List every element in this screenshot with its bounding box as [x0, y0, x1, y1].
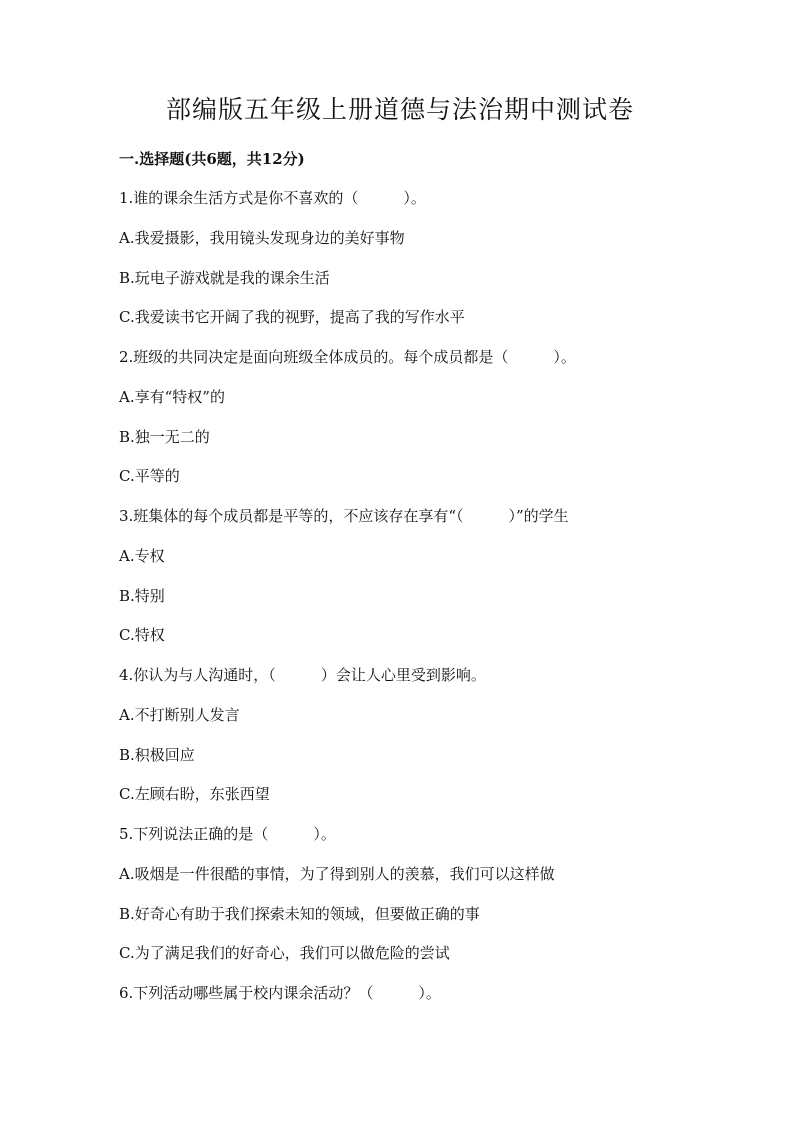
answer-option: B.积极回应 — [119, 745, 195, 764]
answer-option: B.好奇心有助于我们探索未知的领域，但要做正确的事 — [119, 904, 480, 923]
question-stem: 4.你认为与人沟通时，（ ）会让人心里受到影响。 — [119, 666, 486, 684]
answer-option: C.为了满足我们的好奇心，我们可以做危险的尝试 — [119, 944, 450, 963]
answer-option: A.我爱摄影，我用镜头发现身边的美好事物 — [119, 228, 405, 247]
question-stem: 3.班集体的每个成员都是平等的，不应该存在享有“（ ）”的学生 — [119, 507, 569, 525]
question-stem: 6.下列活动哪些属于校内课余活动？（ ）。 — [119, 984, 441, 1002]
answer-option: C.我爱读书它开阔了我的视野，提高了我的写作水平 — [119, 308, 465, 327]
answer-option: C.左顾右盼，东张西望 — [119, 785, 270, 804]
page-title: 部编版五年级上册道德与法治期中测试卷 — [165, 95, 634, 124]
question-list — [119, 186, 759, 1021]
question-stem: 5.下列说法正确的是（ ）。 — [119, 825, 336, 843]
answer-option: B.独一无二的 — [119, 427, 210, 446]
answer-option: B.特别 — [119, 586, 165, 605]
answer-option: A.不打断别人发言 — [119, 705, 240, 724]
question-stem: 2.班级的共同决定是面向班级全体成员的。每个成员都是（ ）。 — [119, 348, 576, 366]
answer-option: C.平等的 — [119, 467, 180, 486]
answer-option: A.吸烟是一件很酷的事情，为了得到别人的羡慕，我们可以这样做 — [119, 864, 555, 883]
answer-option: C.特权 — [119, 626, 165, 645]
section-heading: 一.选择题(共6题，共12分) — [119, 150, 305, 168]
question-stem: 1.谁的课余生活方式是你不喜欢的（ ）。 — [119, 189, 426, 207]
answer-option: B.玩电子游戏就是我的课余生活 — [119, 268, 330, 287]
answer-option: A.享有“特权”的 — [119, 387, 225, 406]
answer-option: A.专权 — [119, 546, 165, 565]
